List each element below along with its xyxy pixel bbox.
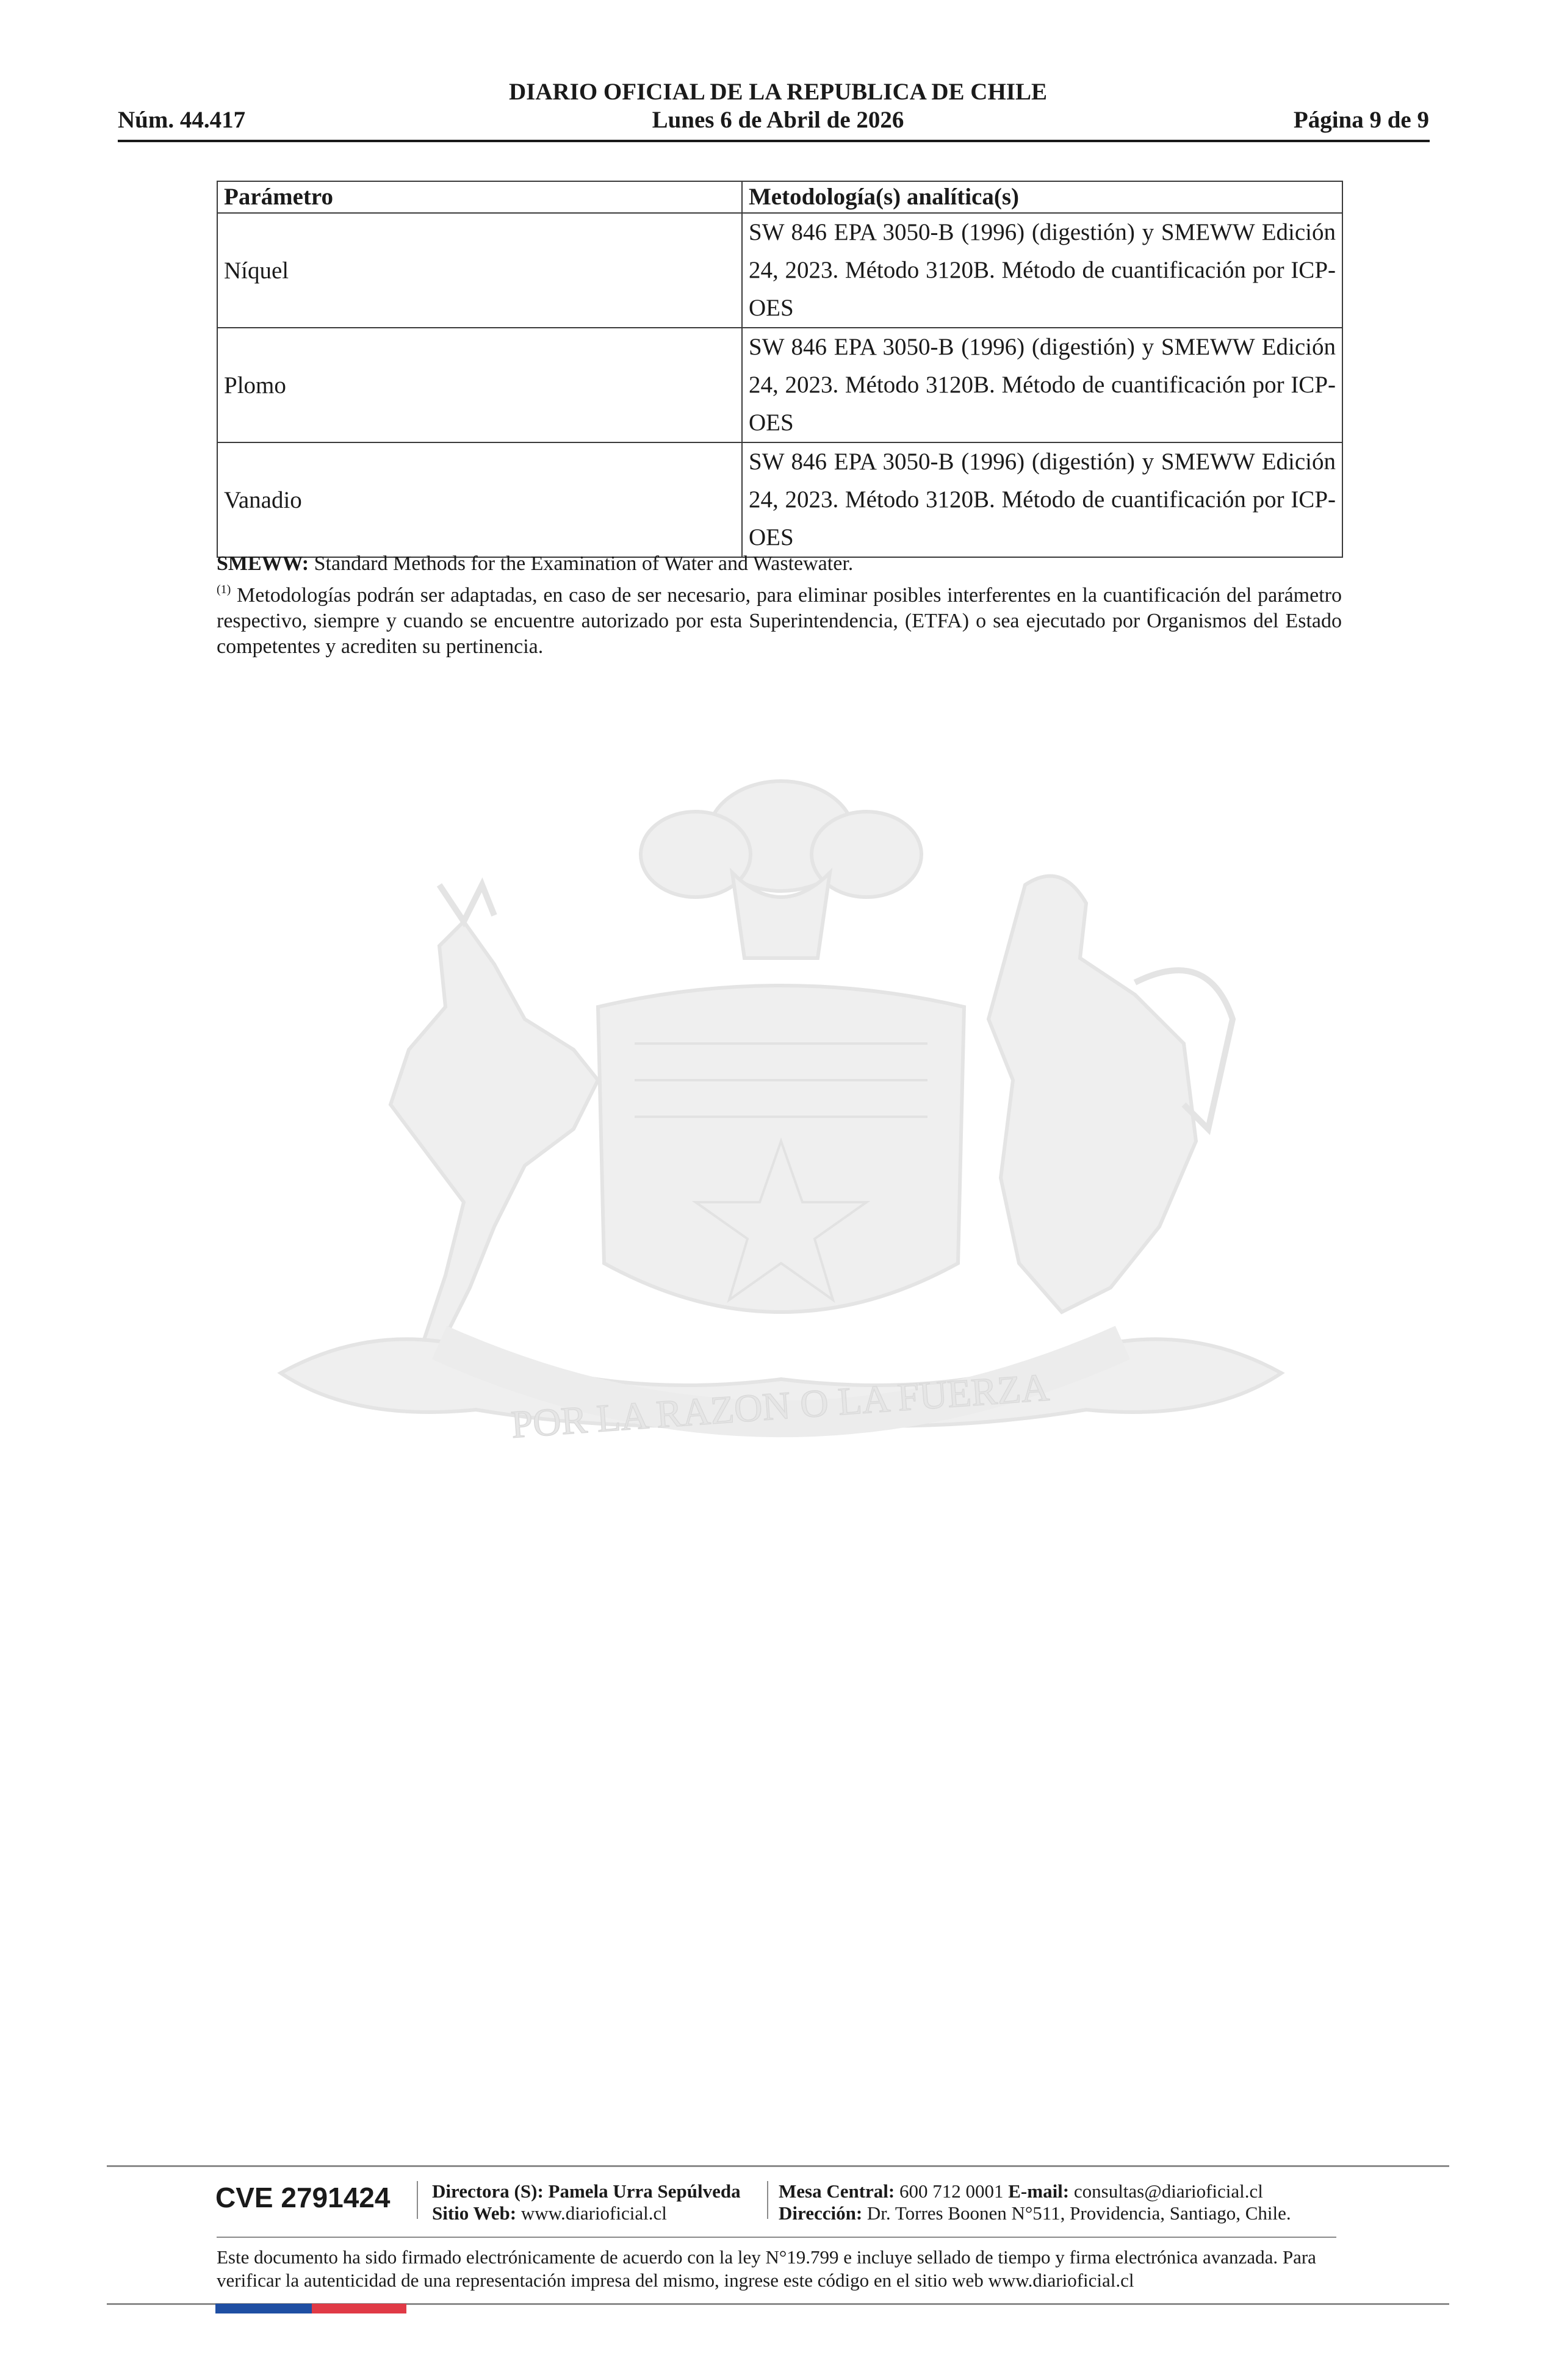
smeww-text: Standard Methods for the Examination of Water and Wastewater. <box>309 552 854 575</box>
smeww-label: SMEWW: <box>217 552 309 575</box>
table-row <box>217 328 1342 442</box>
flag-stripe-blue <box>215 2304 312 2313</box>
issue-date: Lunes 6 de Abril de 2026 <box>652 107 904 133</box>
parameter-cell: Plomo <box>217 328 742 442</box>
methodology-table <box>217 181 1343 558</box>
mesa-phone: 600 712 0001 <box>895 2180 1009 2202</box>
column-header-parameter: Parámetro <box>217 181 742 213</box>
website-link[interactable]: www.diarioficial.cl <box>516 2202 667 2224</box>
cve-code: CVE 2791424 <box>215 2182 391 2213</box>
table-header-row <box>217 181 1342 213</box>
director-label: Directora (S): <box>432 2180 544 2202</box>
table-row <box>217 213 1342 328</box>
mesa-label: Mesa Central: <box>779 2180 895 2202</box>
parameter-cell: Níquel <box>217 213 742 328</box>
methodology-cell: SW 846 EPA 3050-B (1996) (digestión) y SMEWW Edición 24, 2023. Método 3120B. Método de cuantificación por ICP-OES <box>742 213 1342 328</box>
footer-divider-top <box>107 2165 1449 2167</box>
column-header-methodology: Metodología(s) analítica(s) <box>742 181 1342 213</box>
director-name: Pamela Urra Sepúlveda <box>543 2180 741 2202</box>
newspaper-title: DIARIO OFICIAL DE LA REPUBLICA DE CHILE <box>508 79 1047 105</box>
footer-divider-mid <box>217 2237 1336 2238</box>
issue-number: Núm. 44.417 <box>118 107 246 133</box>
email-label: E-mail: <box>1008 2180 1070 2202</box>
email-link[interactable]: consultas@diarioficial.cl <box>1069 2180 1263 2202</box>
parameter-cell: Vanadio <box>217 442 742 557</box>
website-label: Sitio Web: <box>432 2202 517 2224</box>
footer-director <box>432 2180 741 2202</box>
footer-address <box>779 2202 1291 2224</box>
footnote <box>217 577 1342 660</box>
smeww-note <box>217 551 1342 577</box>
footer-contact <box>779 2180 1263 2202</box>
header-divider <box>118 140 1430 142</box>
footer-website <box>432 2202 667 2224</box>
watermark-motto: POR LA RAZON O LA FUERZA <box>510 1365 1051 1446</box>
footer-legal-notice: Este documento ha sido firmado electrónicamente de acuerdo con la ley N°19.799 e incluye sellado de tiempo y firma electrónica avanzada. Para verificar la autenticidad de una representación impresa del mismo, ingrese este código en el sitio web www.diarioficial.cl <box>217 2246 1316 2291</box>
footer-separator <box>767 2181 768 2219</box>
methodology-cell: SW 846 EPA 3050-B (1996) (digestión) y SMEWW Edición 24, 2023. Método 3120B. Método de cuantificación por ICP-OES <box>742 442 1342 557</box>
coat-of-arms-watermark <box>207 763 1355 1593</box>
page-indicator: Página 9 de 9 <box>1293 107 1429 133</box>
table-notes <box>217 551 1342 660</box>
address-label: Dirección: <box>779 2202 863 2224</box>
methodology-cell: SW 846 EPA 3050-B (1996) (digestión) y SMEWW Edición 24, 2023. Método 3120B. Método de cuantificación por ICP-OES <box>742 328 1342 442</box>
address-value: Dr. Torres Boonen N°511, Providencia, Santiago, Chile. <box>862 2202 1291 2224</box>
flag-stripe-red <box>312 2304 406 2313</box>
table-row <box>217 442 1342 557</box>
footnote-marker: (1) <box>217 583 231 596</box>
footer-separator <box>417 2181 418 2219</box>
footnote-text: Metodologías podrán ser adaptadas, en caso de ser necesario, para eliminar posibles interferentes en la cuantificación del parámetro respectivo, siempre y cuando se encuentre autorizado por esta Superintendencia, (ETFA) o sea ejecutado por Organismos del Estado competentes y acrediten su pertinencia. <box>217 584 1342 658</box>
